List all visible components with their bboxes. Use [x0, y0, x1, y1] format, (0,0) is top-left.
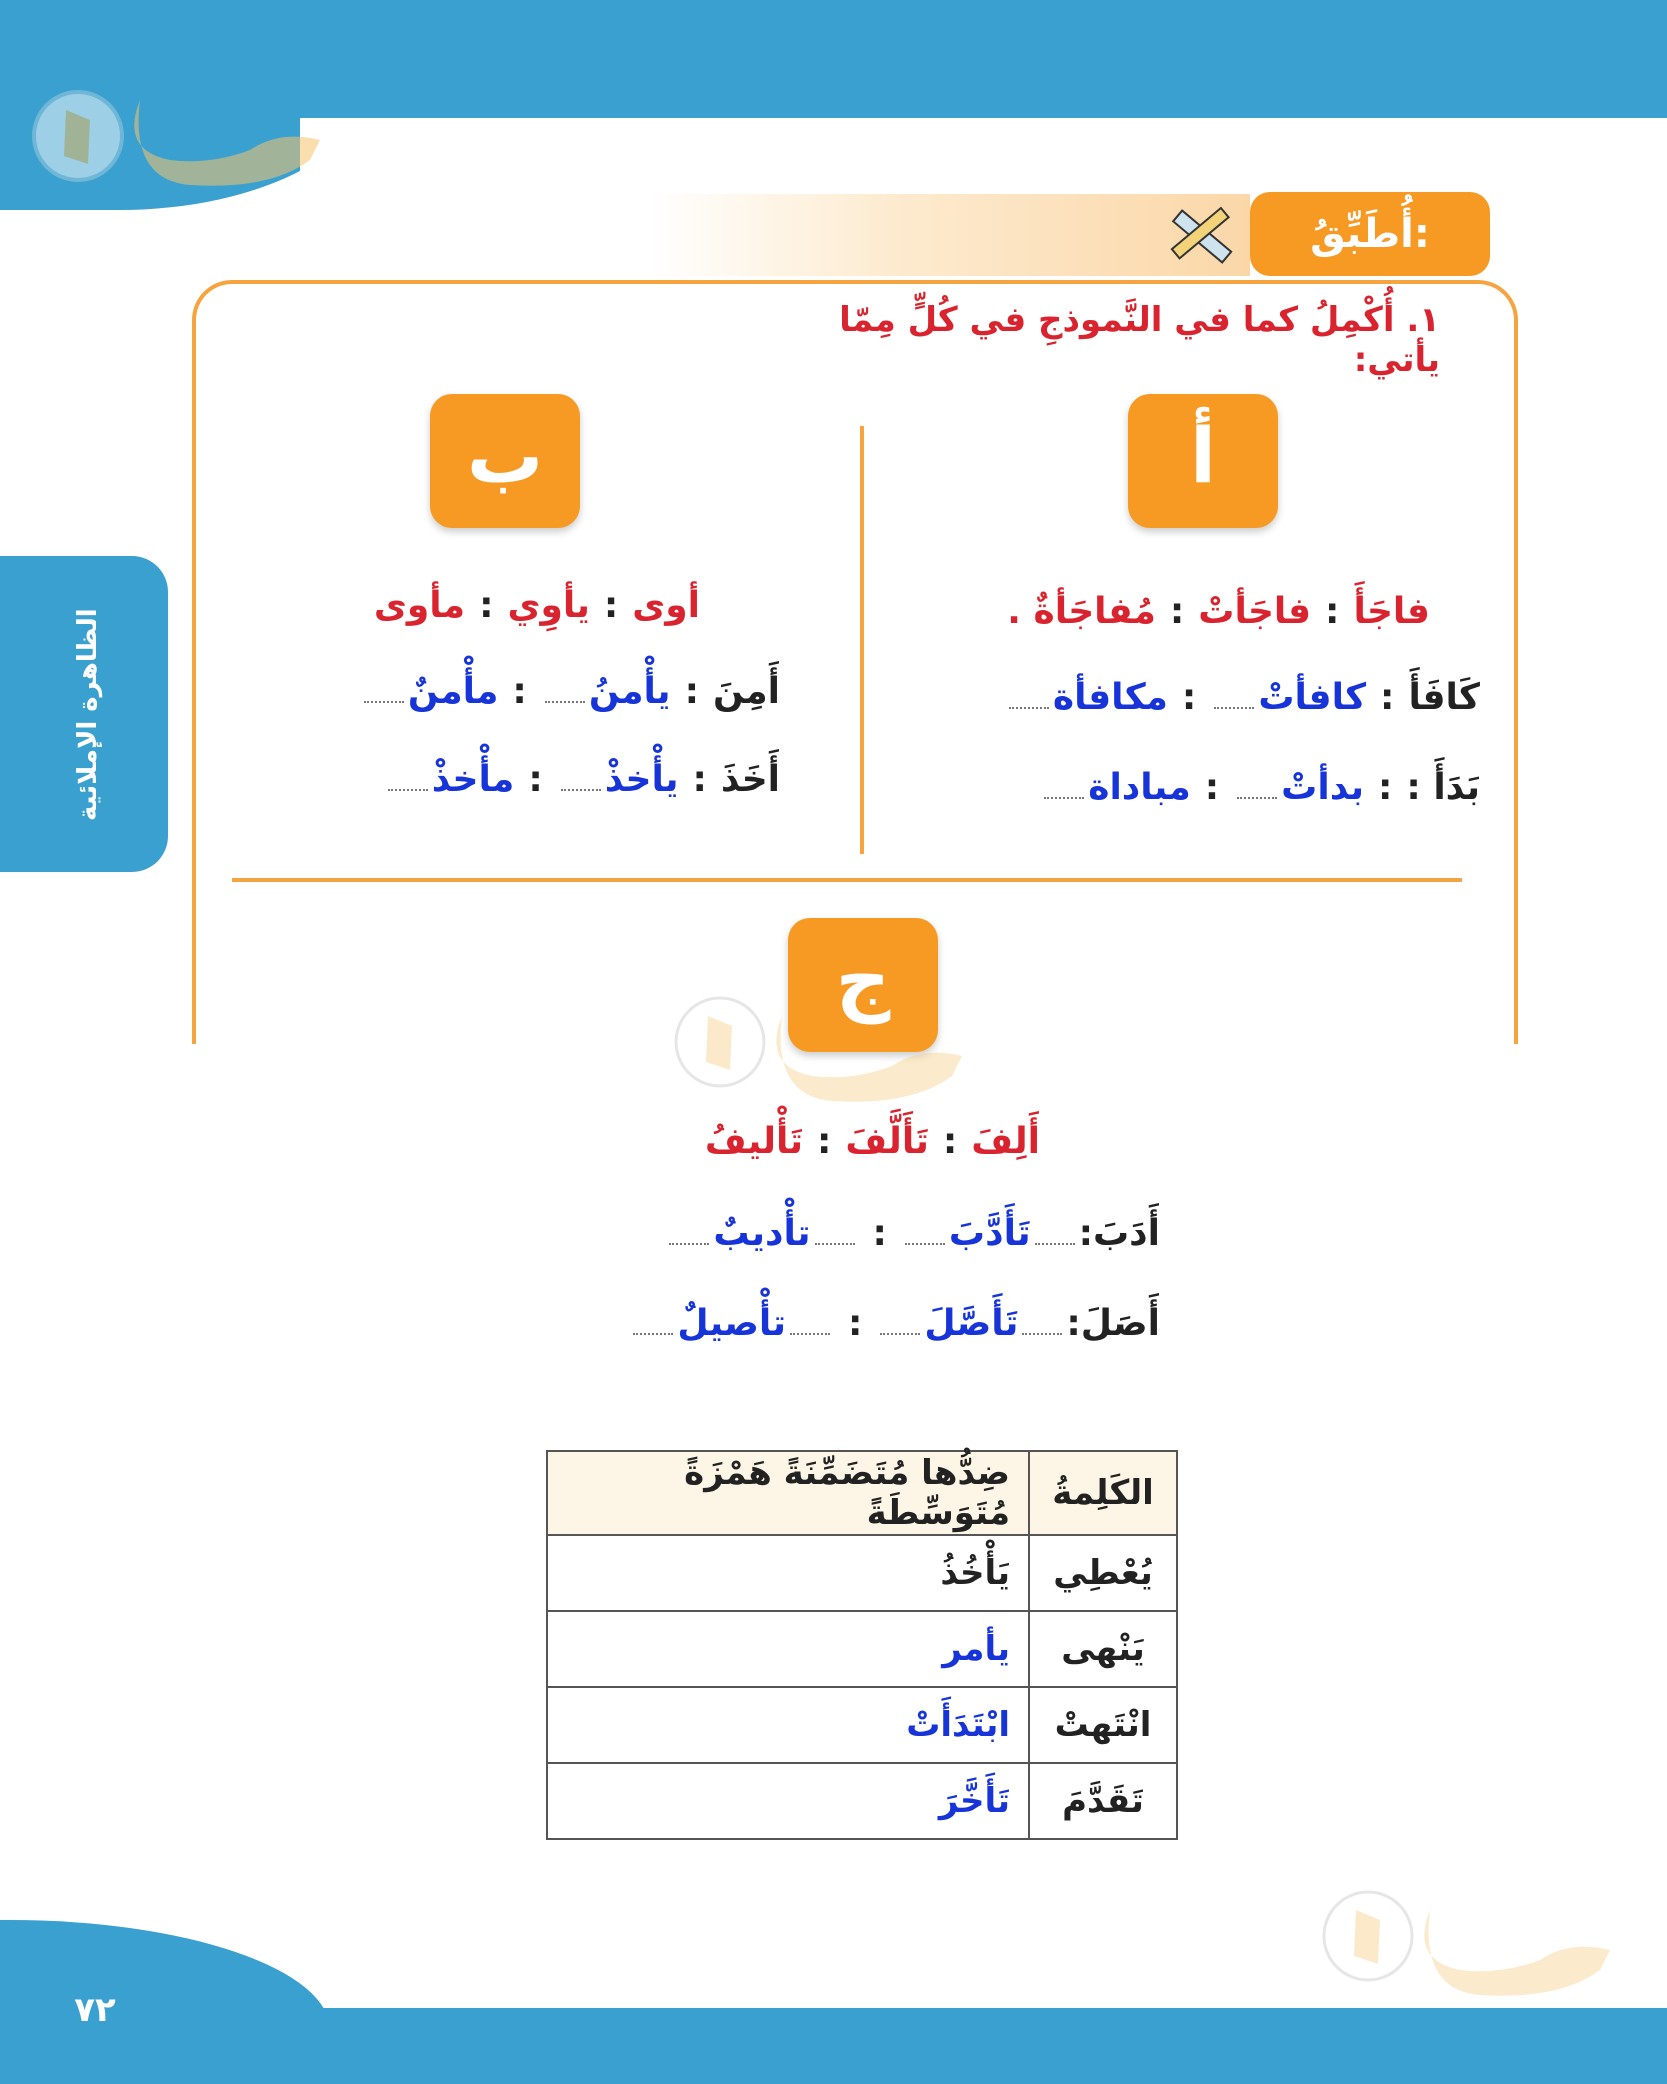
model-word: تَأَلَّفَ — [845, 1121, 929, 1162]
model-word: تَأْليفُ — [704, 1121, 804, 1162]
answer-word: تأْصيلٌ — [677, 1303, 786, 1344]
table-row — [547, 1611, 1177, 1687]
section-c-row-2: أَصَلَ:تَأَصَّلَ:تأْصيلٌ — [630, 1296, 1160, 1352]
watermark-logo — [672, 986, 992, 1116]
answer-word: بدأتْ — [1281, 767, 1364, 808]
column-divider — [860, 426, 864, 854]
page-background — [300, 118, 1667, 198]
model-word: أَلِفَ — [971, 1121, 1040, 1162]
section-c-model: أَلِفَ:تَأَلَّفَ:تَأْليفُ — [704, 1121, 1040, 1162]
root-word: أَمِنَ — [712, 671, 780, 712]
model-word: يأوِي — [507, 585, 590, 626]
answer-word: مباداة — [1088, 767, 1191, 808]
table-cell-word: يُعْطِي — [1029, 1535, 1177, 1611]
model-word: مُفاجَأةٌ . — [1007, 591, 1156, 632]
answer-word: مكافأة — [1052, 677, 1168, 718]
section-a-badge: أ — [1128, 394, 1278, 528]
table-cell-answer: يأمر — [547, 1611, 1029, 1687]
table-header-antonym: ضِدُّها مُتَضَمِّنَةً هَمْزَةً مُتَوَسِّطَةً — [547, 1451, 1029, 1535]
section-a-row-1: كَافَأَ:كافأتْ:مكافأة — [1030, 670, 1480, 726]
table-row — [547, 1535, 1177, 1611]
model-word: فاجَأَ — [1353, 591, 1430, 632]
root-word: كَافَأَ — [1408, 677, 1480, 718]
side-tab-label: الظاهرة الإملائية — [73, 608, 103, 822]
instruction-text: ١. أُكْمِلُ كما في النَّموذجِ في كُلٍّ مِمّا يأتي: — [839, 300, 1440, 380]
section-a-row-2: بَدَأَ ::بدأتْ:مباداة — [1030, 760, 1480, 816]
model-word: أوى — [632, 585, 700, 626]
answer-word: تَأَدَّبَ — [948, 1213, 1031, 1254]
table-cell-word: يَنْهى — [1029, 1611, 1177, 1687]
section-c-badge: ج — [788, 918, 938, 1052]
table-header-row — [547, 1451, 1177, 1535]
ruler-pencil-icon — [1160, 198, 1240, 274]
model-word: فاجَأتْ — [1198, 591, 1312, 632]
table-header-word: الكَلِمةُ — [1029, 1451, 1177, 1535]
table-cell-answer: يَأْخُذُ — [547, 1535, 1029, 1611]
section-divider — [232, 878, 1462, 882]
table-row — [547, 1763, 1177, 1839]
model-word: مأوى — [373, 585, 466, 626]
table-row — [547, 1687, 1177, 1763]
section-b-model: أوى:يأوِي:مأوى — [373, 585, 700, 626]
section-a-model: فاجَأَ:فاجَأتْ:مُفاجَأةٌ . — [1007, 591, 1430, 632]
root-word: بَدَأَ : — [1406, 767, 1480, 808]
section-c-row-1: أَدَبَ:تَأَدَّبَ:تأْديبٌ — [630, 1206, 1160, 1262]
answer-word: مأْمنٌ — [407, 671, 499, 712]
apply-heading: أُطَبِّقُ: — [1250, 192, 1490, 276]
answer-word: يأْمنُ — [588, 671, 671, 712]
answer-word: يأْخذْ — [604, 759, 679, 800]
section-b-row-2: أَخَذَ:يأْخذْ:مأْخذْ — [330, 752, 780, 808]
section-b-badge: ب — [430, 394, 580, 528]
table-cell-word: انْتَهتْ — [1029, 1687, 1177, 1763]
watermark-logo — [1320, 1880, 1640, 2010]
page-number: ٧٢ — [74, 1990, 116, 2030]
answer-word: كافأتْ — [1258, 677, 1367, 718]
root-word: أَصَلَ: — [1066, 1303, 1160, 1344]
watermark-logo — [30, 60, 360, 210]
answer-word: تَأَصَّلَ — [924, 1303, 1019, 1344]
table-cell-word: تَقَدَّمَ — [1029, 1763, 1177, 1839]
section-b-row-1: أَمِنَ:يأْمنُ:مأْمنٌ — [330, 664, 780, 720]
bottom-band — [0, 2008, 1667, 2084]
answer-word: تأْديبٌ — [713, 1213, 811, 1254]
antonym-table — [546, 1450, 1178, 1840]
root-word: أَخَذَ — [720, 759, 780, 800]
table-cell-answer: ابْتَدَأَتْ — [547, 1687, 1029, 1763]
answer-word: مأْخذْ — [431, 759, 515, 800]
table-cell-answer: تَأَخَّرَ — [547, 1763, 1029, 1839]
root-word: أَدَبَ: — [1078, 1213, 1160, 1254]
